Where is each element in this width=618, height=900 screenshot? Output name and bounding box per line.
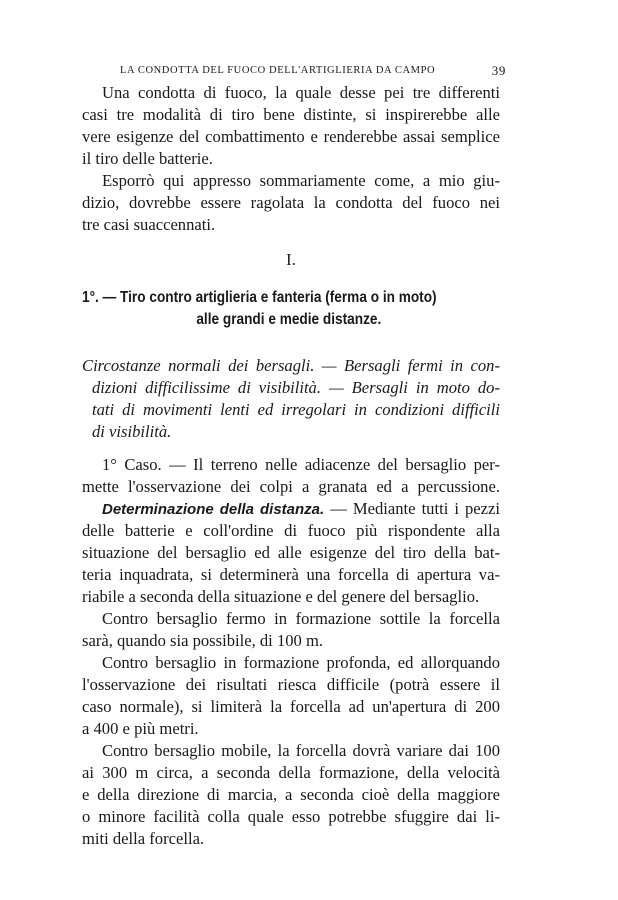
text-line: situazione del bersaglio ed alle esigenze del tiro della bat- — [82, 543, 500, 562]
text-line: a 400 e più metri. — [82, 719, 199, 738]
run-in-heading: Determinazione della distanza. — [102, 501, 325, 518]
text-line: Contro bersaglio in formazione profonda, ed allorquando — [102, 653, 500, 672]
heading-line: 1°. — Tiro contro artiglieria e fanteria (ferma o in moto) — [82, 289, 437, 306]
text-line: Una condotta di fuoco, la quale desse pei tre differenti — [102, 83, 500, 102]
text-line: Contro bersaglio fermo in formazione sottile la forcella — [102, 609, 500, 628]
text-line: sarà, quando sia possibile, di 100 m. — [82, 631, 324, 650]
heading-line: alle grandi e medie distanze. — [196, 311, 382, 328]
paragraph-mobile — [82, 740, 500, 850]
paragraph-fermo — [82, 608, 500, 652]
text-line: riabile a seconda della situazione e del genere del bersaglio. — [82, 587, 480, 606]
text-line: e della direzione di marcia, a seconda cioè della maggiore — [82, 785, 500, 804]
text-line: teria inquadrata, si determinerà una forcella di apertura va- — [82, 565, 500, 584]
italic-summary — [82, 355, 500, 443]
text-line: miti della forcella. — [82, 829, 205, 848]
text-line: di visibilità. — [92, 422, 172, 441]
text-line: mette l'osservazione dei colpi a granata ed a percussione. — [82, 477, 500, 496]
running-head — [82, 60, 506, 82]
text-line: dizioni difficilissime di visibilità. — Bersagli in moto do- — [92, 378, 500, 397]
text-line: Circostanze normali dei bersagli. — Bersagli fermi in con- — [82, 356, 500, 375]
text-line: 1° Caso. — Il terreno nelle adiacenze del bersaglio per- — [102, 455, 500, 474]
paragraph-caso — [82, 454, 500, 498]
text-line: Esporrò qui appresso sommariamente come, a mio giu- — [102, 171, 500, 190]
running-title: LA CONDOTTA DEL FUOCO DELL'ARTIGLIERIA DA CAMPO — [120, 65, 436, 76]
text-line: vere esigenze del combattimento e renderebbe assai semplice — [82, 127, 500, 146]
text-line: ai 300 m circa, a seconda della formazione, della velocità — [82, 763, 500, 782]
paragraph-determinazione — [82, 498, 500, 608]
text-run: — Mediante tutti i pezzi — [324, 499, 500, 518]
section-number: I. — [286, 250, 296, 269]
text-line: delle batterie e coll'ordine di fuoco più rispondente alla — [82, 521, 500, 540]
text-line: caso normale), si limiterà la forcella ad un'apertura di 200 — [82, 697, 500, 716]
text-line: tati di movimenti lenti ed irregolari in condizioni difficili — [92, 400, 500, 419]
section-heading — [82, 287, 496, 331]
page-number: 39 — [491, 63, 506, 78]
text-line: o minore facilità colla quale esso potrebbe sfuggire dai li- — [82, 807, 500, 826]
text-line: l'osservazione dei risultati riesca difficile (potrà essere il — [82, 675, 500, 694]
paragraph-intro — [82, 82, 500, 170]
text-line: casi tre modalità di tiro bene distinte, si inspirerebbe alle — [82, 105, 500, 124]
text-line: il tiro delle batterie. — [82, 149, 213, 168]
text-line: tre casi suaccennati. — [82, 215, 216, 234]
book-page — [82, 60, 506, 850]
text-line — [82, 498, 500, 520]
paragraph-profonda — [82, 652, 500, 740]
paragraph-esporro — [82, 170, 500, 236]
text-line: dizio, dovrebbe essere ragolata la condotta del fuoco nei — [82, 193, 500, 212]
text-line: Contro bersaglio mobile, la forcella dovrà variare dai 100 — [102, 741, 500, 760]
